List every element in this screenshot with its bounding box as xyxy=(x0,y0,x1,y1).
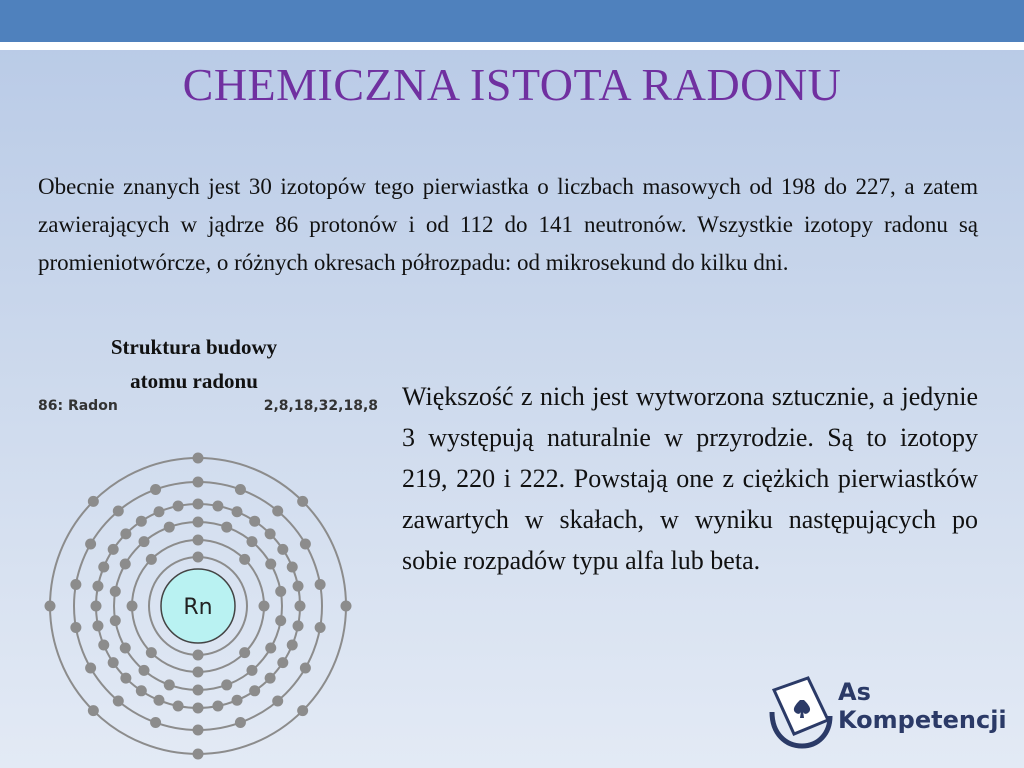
electron xyxy=(275,586,286,597)
electron xyxy=(295,601,306,612)
paragraph-right: Większość z nich jest wytworzona sztucznie, a jedynie 3 występują naturalnie w przyrodzie. Są to izotopy 219, 220 i 222. Powstają one z ciężkich pierwiastków zawartych w skałach, w wyniku następujących po sobie rozpadów typu alfa lub beta. xyxy=(402,382,978,575)
electron xyxy=(246,665,257,676)
electron xyxy=(297,496,308,507)
electron xyxy=(235,717,246,728)
electron xyxy=(193,703,204,714)
electron xyxy=(272,506,283,517)
logo xyxy=(768,672,1008,752)
electron xyxy=(272,695,283,706)
paragraph-top: Obecnie znanych jest 30 izotopów tego pierwiastka o liczbach masowych od 198 do 227, a zatem zawierających w jądrze 86 protonów i od 112 do 141 neutronów. Wszystkie izotopy radonu są promieniotwórcze, o różnych okresach półrozpadu: od mikrosekund do kilku dni. xyxy=(38,174,978,275)
electron xyxy=(193,535,204,546)
electron xyxy=(249,516,260,527)
electron xyxy=(120,673,131,684)
electron xyxy=(239,554,250,565)
electron xyxy=(164,522,175,533)
electron xyxy=(120,643,131,654)
electron xyxy=(92,581,103,592)
electron xyxy=(221,679,232,690)
electron xyxy=(150,484,161,495)
electron xyxy=(246,536,257,547)
electron xyxy=(146,647,157,658)
electron xyxy=(98,561,109,572)
electron xyxy=(212,701,223,712)
electron xyxy=(239,647,250,658)
electron xyxy=(293,581,304,592)
electron xyxy=(277,657,288,668)
electron xyxy=(139,665,150,676)
electron xyxy=(70,622,81,633)
electron xyxy=(212,500,223,511)
electron xyxy=(300,539,311,550)
top-stripe xyxy=(0,42,1024,50)
atom-diagram xyxy=(38,430,358,768)
logo-text-line1: As xyxy=(838,678,871,706)
electron xyxy=(85,663,96,674)
electron xyxy=(249,685,260,696)
diagram-caption-line2: atomu radonu xyxy=(130,369,258,393)
logo-icon xyxy=(768,672,834,752)
logo-text-line2: Kompetencji xyxy=(838,706,1007,734)
electron xyxy=(193,477,204,488)
electron xyxy=(45,601,56,612)
electron xyxy=(110,615,121,626)
electron xyxy=(127,601,138,612)
electron xyxy=(108,657,119,668)
electron xyxy=(113,695,124,706)
electron xyxy=(120,528,131,539)
electron xyxy=(193,650,204,661)
electron xyxy=(173,701,184,712)
electron xyxy=(193,685,204,696)
electron xyxy=(108,544,119,555)
electron xyxy=(193,552,204,563)
electron xyxy=(136,685,147,696)
electron xyxy=(341,601,352,612)
electron xyxy=(85,539,96,550)
electron xyxy=(91,601,102,612)
electron xyxy=(88,705,99,716)
electron xyxy=(92,620,103,631)
electron xyxy=(173,500,184,511)
electron xyxy=(70,579,81,590)
electron xyxy=(265,559,276,570)
slide-title: CHEMICZNA ISTOTA RADONU xyxy=(182,59,842,110)
electron xyxy=(193,725,204,736)
electron xyxy=(232,695,243,706)
electron xyxy=(297,705,308,716)
electron xyxy=(232,506,243,517)
electron xyxy=(193,517,204,528)
electron xyxy=(221,522,232,533)
top-bar xyxy=(0,0,1024,42)
electron xyxy=(287,561,298,572)
element-label: 86: Radon xyxy=(38,398,118,414)
electron xyxy=(287,640,298,651)
electron xyxy=(265,643,276,654)
electron xyxy=(293,620,304,631)
electron xyxy=(300,663,311,674)
electron xyxy=(164,679,175,690)
electron xyxy=(120,559,131,570)
electron xyxy=(235,484,246,495)
electron xyxy=(193,499,204,510)
diagram-caption xyxy=(74,330,314,398)
electron xyxy=(153,506,164,517)
configuration-label: 2,8,18,32,18,8 xyxy=(263,398,378,414)
electron xyxy=(259,601,270,612)
electron xyxy=(315,579,326,590)
electron xyxy=(88,496,99,507)
electron xyxy=(265,528,276,539)
diagram-caption-line1: Struktura budowy xyxy=(110,335,278,359)
electron xyxy=(150,717,161,728)
electron xyxy=(113,506,124,517)
electron xyxy=(136,516,147,527)
electron xyxy=(98,640,109,651)
electron xyxy=(193,453,204,464)
electron xyxy=(265,673,276,684)
electron xyxy=(153,695,164,706)
electron xyxy=(139,536,150,547)
electron xyxy=(277,544,288,555)
electron xyxy=(146,554,157,565)
electron xyxy=(275,615,286,626)
nucleus-symbol: Rn xyxy=(183,595,213,620)
electron xyxy=(193,749,204,760)
electron xyxy=(193,667,204,678)
electron xyxy=(110,586,121,597)
diagram-header xyxy=(38,398,378,420)
electron xyxy=(315,622,326,633)
